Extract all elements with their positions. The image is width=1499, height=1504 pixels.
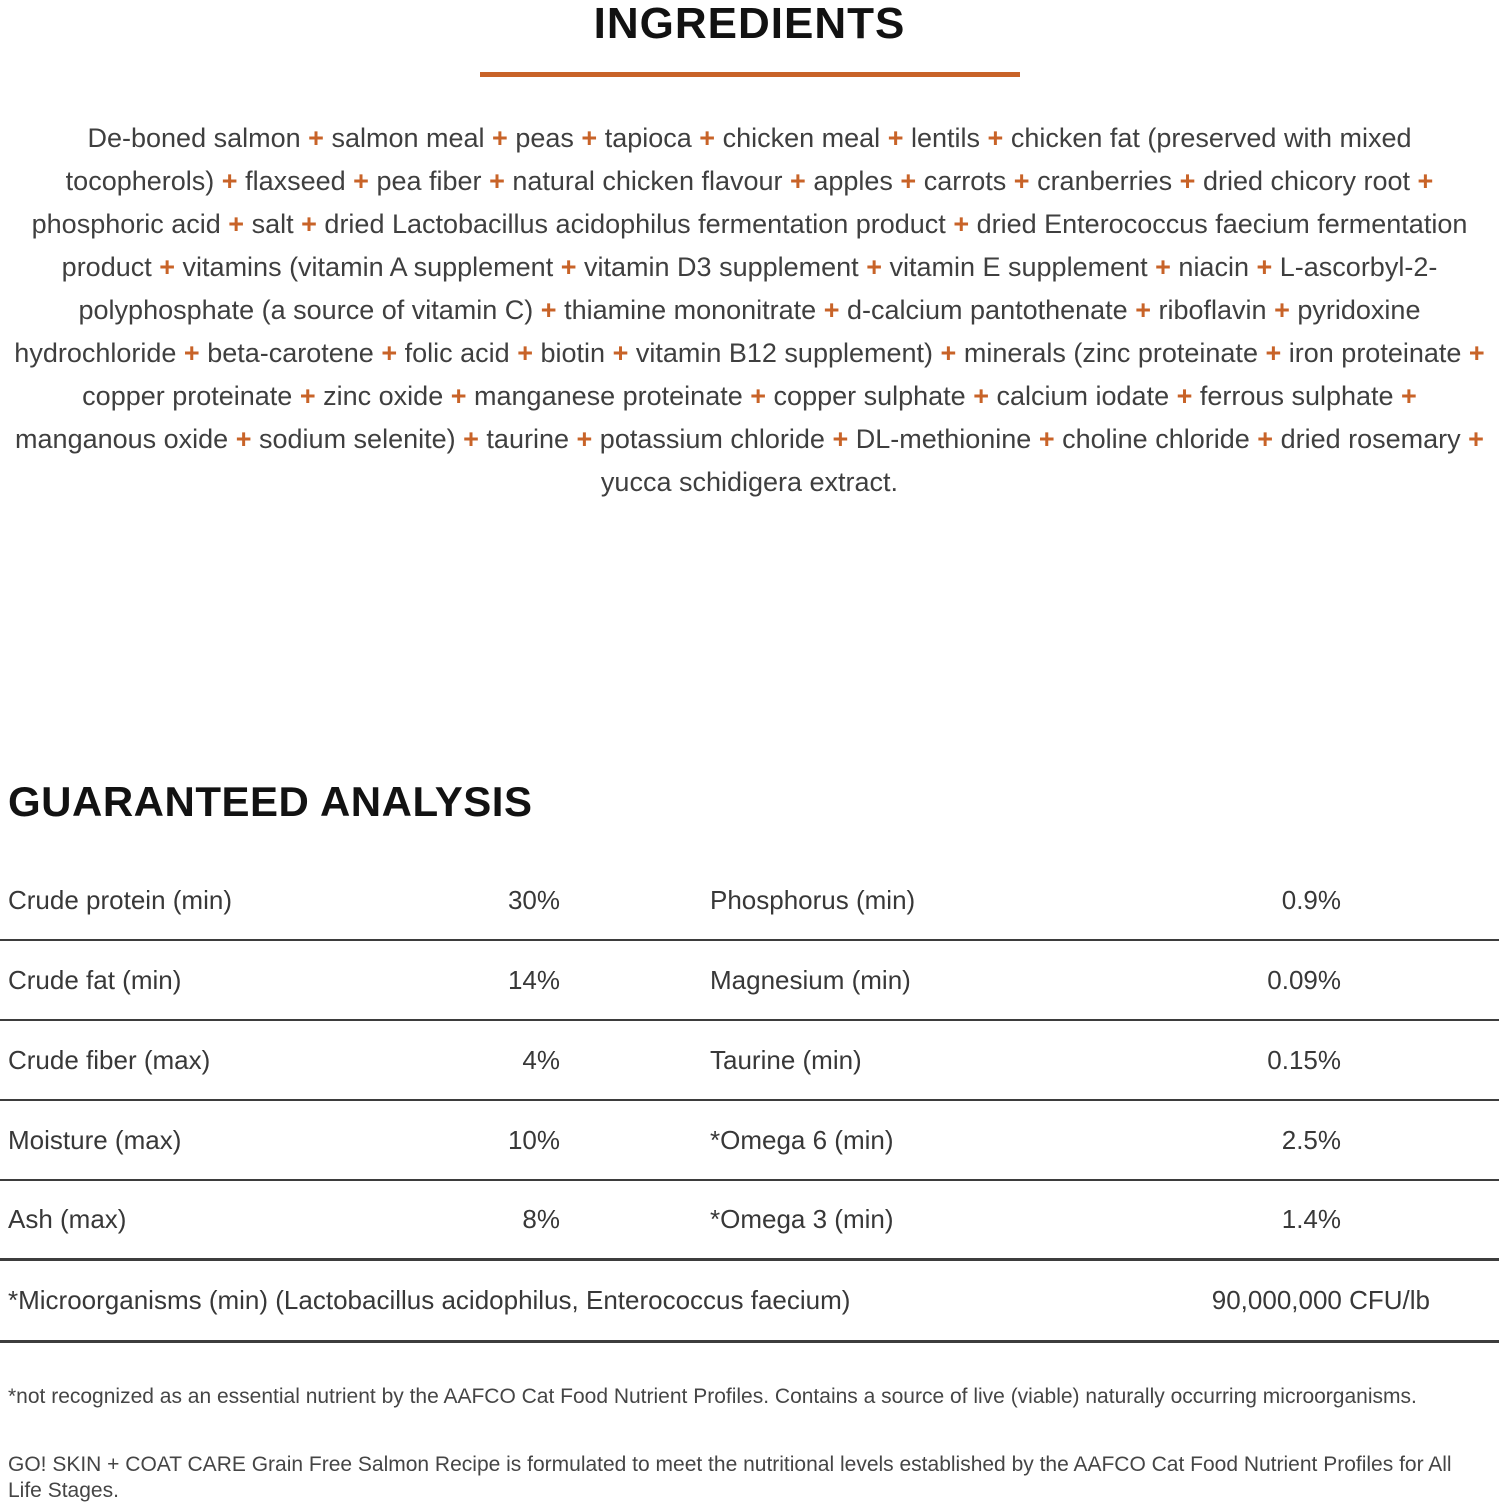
microorganisms-value: 90,000,000 CFU/lb: [1211, 1285, 1430, 1315]
ingredient-item: choline chloride: [1062, 424, 1250, 454]
nutrient-label-right: *Omega 3 (min): [710, 1204, 894, 1234]
ingredient-item: dried rosemary: [1280, 424, 1461, 454]
ingredient-item: tapioca: [604, 123, 692, 153]
nutrient-value-left: 30%: [507, 884, 560, 915]
aafco-footnote: *not recognized as an essential nutrient by the AAFCO Cat Food Nutrient Profiles. Contains a source of live (viable) naturally occurring microorganisms.: [8, 1385, 1417, 1408]
plus-separator-icon: +: [832, 424, 849, 454]
plus-separator-icon: +: [1401, 381, 1417, 411]
plus-separator-icon: +: [1274, 295, 1290, 325]
plus-separator-icon: +: [1013, 166, 1030, 196]
nutrient-value-left: 4%: [522, 1044, 560, 1075]
plus-separator-icon: +: [308, 123, 324, 153]
analysis-row: [0, 861, 1499, 941]
plus-separator-icon: +: [750, 381, 767, 411]
plus-separator-icon: +: [1257, 424, 1274, 454]
nutrient-value-right: 0.15%: [1267, 1044, 1341, 1075]
ingredient-item: phosphoric acid: [31, 209, 221, 239]
ingredient-item: salmon meal: [331, 123, 485, 153]
nutrient-label-right: Magnesium (min): [710, 964, 911, 995]
plus-separator-icon: +: [183, 338, 200, 368]
ingredient-item: taurine: [486, 424, 569, 454]
ingredient-item: De-boned salmon: [87, 123, 301, 153]
ingredient-item: calcium iodate: [996, 381, 1170, 411]
ingredient-item: DL-methionine: [855, 424, 1032, 454]
plus-separator-icon: +: [823, 295, 840, 325]
ingredient-item: manganese proteinate: [474, 381, 743, 411]
plus-separator-icon: +: [1155, 252, 1171, 282]
ingredient-item: yucca schidigera extract.: [600, 467, 899, 497]
plus-separator-icon: +: [1179, 166, 1196, 196]
ingredient-item: vitamin B12 supplement): [635, 338, 934, 368]
plus-separator-icon: +: [1468, 338, 1485, 368]
plus-separator-icon: +: [489, 166, 505, 196]
ingredient-item: chicken fat (preserved with mixed tocopherols): [65, 123, 1412, 196]
ingredients-title: INGREDIENTS: [593, 0, 906, 48]
ingredient-item: niacin: [1178, 252, 1249, 282]
nutrient-label-left: Crude protein (min): [8, 884, 232, 915]
plus-separator-icon: +: [540, 295, 557, 325]
plus-separator-icon: +: [301, 209, 317, 239]
analysis-title: GUARANTEED ANALYSIS: [8, 778, 533, 825]
plus-separator-icon: +: [1417, 166, 1434, 196]
plus-separator-icon: +: [953, 209, 970, 239]
nutrient-value-right: 0.9%: [1281, 884, 1341, 915]
plus-separator-icon: +: [987, 123, 1004, 153]
ingredient-item: apples: [813, 166, 893, 196]
nutrient-value-right: 2.5%: [1281, 1124, 1341, 1155]
plus-separator-icon: +: [228, 209, 245, 239]
analysis-row: [0, 1021, 1499, 1101]
plus-separator-icon: +: [1468, 424, 1484, 454]
plus-separator-icon: +: [381, 338, 398, 368]
ingredient-item: dried Enterococcus faecium fermentation product: [61, 209, 1468, 282]
ingredient-item: thiamine mononitrate: [564, 295, 817, 325]
ingredient-item: carrots: [923, 166, 1007, 196]
nutrient-label-left: Ash (max): [8, 1204, 127, 1234]
ingredient-item: dried chicory root: [1202, 166, 1411, 196]
analysis-row: [0, 1181, 1499, 1261]
microorganisms-row: [0, 1261, 1499, 1343]
plus-separator-icon: +: [866, 252, 882, 282]
plus-separator-icon: +: [790, 166, 806, 196]
plus-separator-icon: +: [887, 123, 904, 153]
plus-separator-icon: +: [1038, 424, 1055, 454]
ingredient-item: d-calcium pantothenate: [847, 295, 1128, 325]
nutrient-label-left: Crude fiber (max): [8, 1044, 211, 1075]
ingredient-item: vitamin D3 supplement: [584, 252, 859, 282]
nutrient-label-right: *Omega 6 (min): [710, 1124, 894, 1155]
plus-separator-icon: +: [353, 166, 369, 196]
plus-separator-icon: +: [1256, 252, 1273, 282]
plus-separator-icon: +: [159, 252, 176, 282]
ingredient-item: sodium selenite): [259, 424, 456, 454]
plus-separator-icon: +: [973, 381, 989, 411]
nutrient-value-right: 1.4%: [1281, 1204, 1341, 1234]
nutrient-value-right: 0.09%: [1267, 964, 1341, 995]
ingredient-item: minerals (zinc proteinate: [963, 338, 1258, 368]
nutrient-label-right: Taurine (min): [710, 1044, 862, 1075]
nutrient-value-left: 8%: [522, 1204, 560, 1234]
ingredient-item: manganous oxide: [15, 424, 229, 454]
plus-separator-icon: +: [576, 424, 593, 454]
plus-separator-icon: +: [235, 424, 252, 454]
ingredient-item: iron proteinate: [1288, 338, 1462, 368]
ingredients-list: [0, 117, 1499, 504]
ingredient-item: biotin: [540, 338, 606, 368]
analysis-table: [0, 861, 1499, 1261]
nutrient-label-left: Moisture (max): [8, 1124, 182, 1155]
ingredient-item: zinc oxide: [323, 381, 444, 411]
plus-separator-icon: +: [560, 252, 577, 282]
plus-separator-icon: +: [450, 381, 467, 411]
ingredient-item: natural chicken flavour: [512, 166, 783, 196]
plus-separator-icon: +: [1265, 338, 1282, 368]
ingredient-item: beta-carotene: [207, 338, 374, 368]
plus-separator-icon: +: [612, 338, 629, 368]
nutrient-value-left: 14%: [507, 964, 560, 995]
ingredient-item: potassium chloride: [599, 424, 825, 454]
plus-separator-icon: +: [581, 123, 598, 153]
nutrient-value-left: 10%: [507, 1124, 560, 1155]
nutrient-label-left: Crude fat (min): [8, 964, 182, 995]
plus-separator-icon: +: [221, 166, 238, 196]
ingredient-item: pyridoxine hydrochloride: [14, 295, 1421, 368]
ingredient-item: flaxseed: [245, 166, 346, 196]
ingredient-item: ferrous sulphate: [1199, 381, 1394, 411]
nutrient-label-right: Phosphorus (min): [710, 884, 916, 915]
formulation-statement: GO! SKIN + COAT CARE Grain Free Salmon Recipe is formulated to meet the nutritional levels established by the AAFCO Cat Food Nutrient Profiles for All Life Stages.: [8, 1453, 1452, 1502]
plus-separator-icon: +: [1176, 381, 1193, 411]
ingredient-item: riboflavin: [1158, 295, 1267, 325]
analysis-row: [0, 1101, 1499, 1181]
ingredients-divider-rule: [480, 72, 1020, 77]
ingredient-item: vitamin E supplement: [889, 252, 1148, 282]
ingredient-item: lentils: [910, 123, 981, 153]
ingredient-item: chicken meal: [722, 123, 881, 153]
ingredient-item: L-ascorbyl-2-polyphosphate (a source of vitamin C): [78, 252, 1438, 325]
plus-separator-icon: +: [517, 338, 533, 368]
ingredient-item: peas: [515, 123, 574, 153]
plus-separator-icon: +: [299, 381, 316, 411]
plus-separator-icon: +: [1135, 295, 1151, 325]
ingredient-item: salt: [251, 209, 294, 239]
plus-separator-icon: +: [463, 424, 479, 454]
plus-separator-icon: +: [900, 166, 917, 196]
ingredient-item: folic acid: [404, 338, 510, 368]
ingredient-item: pea fiber: [376, 166, 482, 196]
ingredient-item: copper sulphate: [773, 381, 966, 411]
plus-separator-icon: +: [699, 123, 716, 153]
microorganisms-label: *Microorganisms (min) (Lactobacillus acidophilus, Enterococcus faecium): [8, 1285, 851, 1315]
plus-separator-icon: +: [940, 338, 957, 368]
ingredient-item: copper proteinate: [82, 381, 293, 411]
ingredient-item: vitamins (vitamin A supplement: [182, 252, 554, 282]
plus-separator-icon: +: [492, 123, 508, 153]
ingredient-item: dried Lactobacillus acidophilus fermentation product: [324, 209, 946, 239]
ingredient-item: cranberries: [1037, 166, 1173, 196]
analysis-row: [0, 941, 1499, 1021]
